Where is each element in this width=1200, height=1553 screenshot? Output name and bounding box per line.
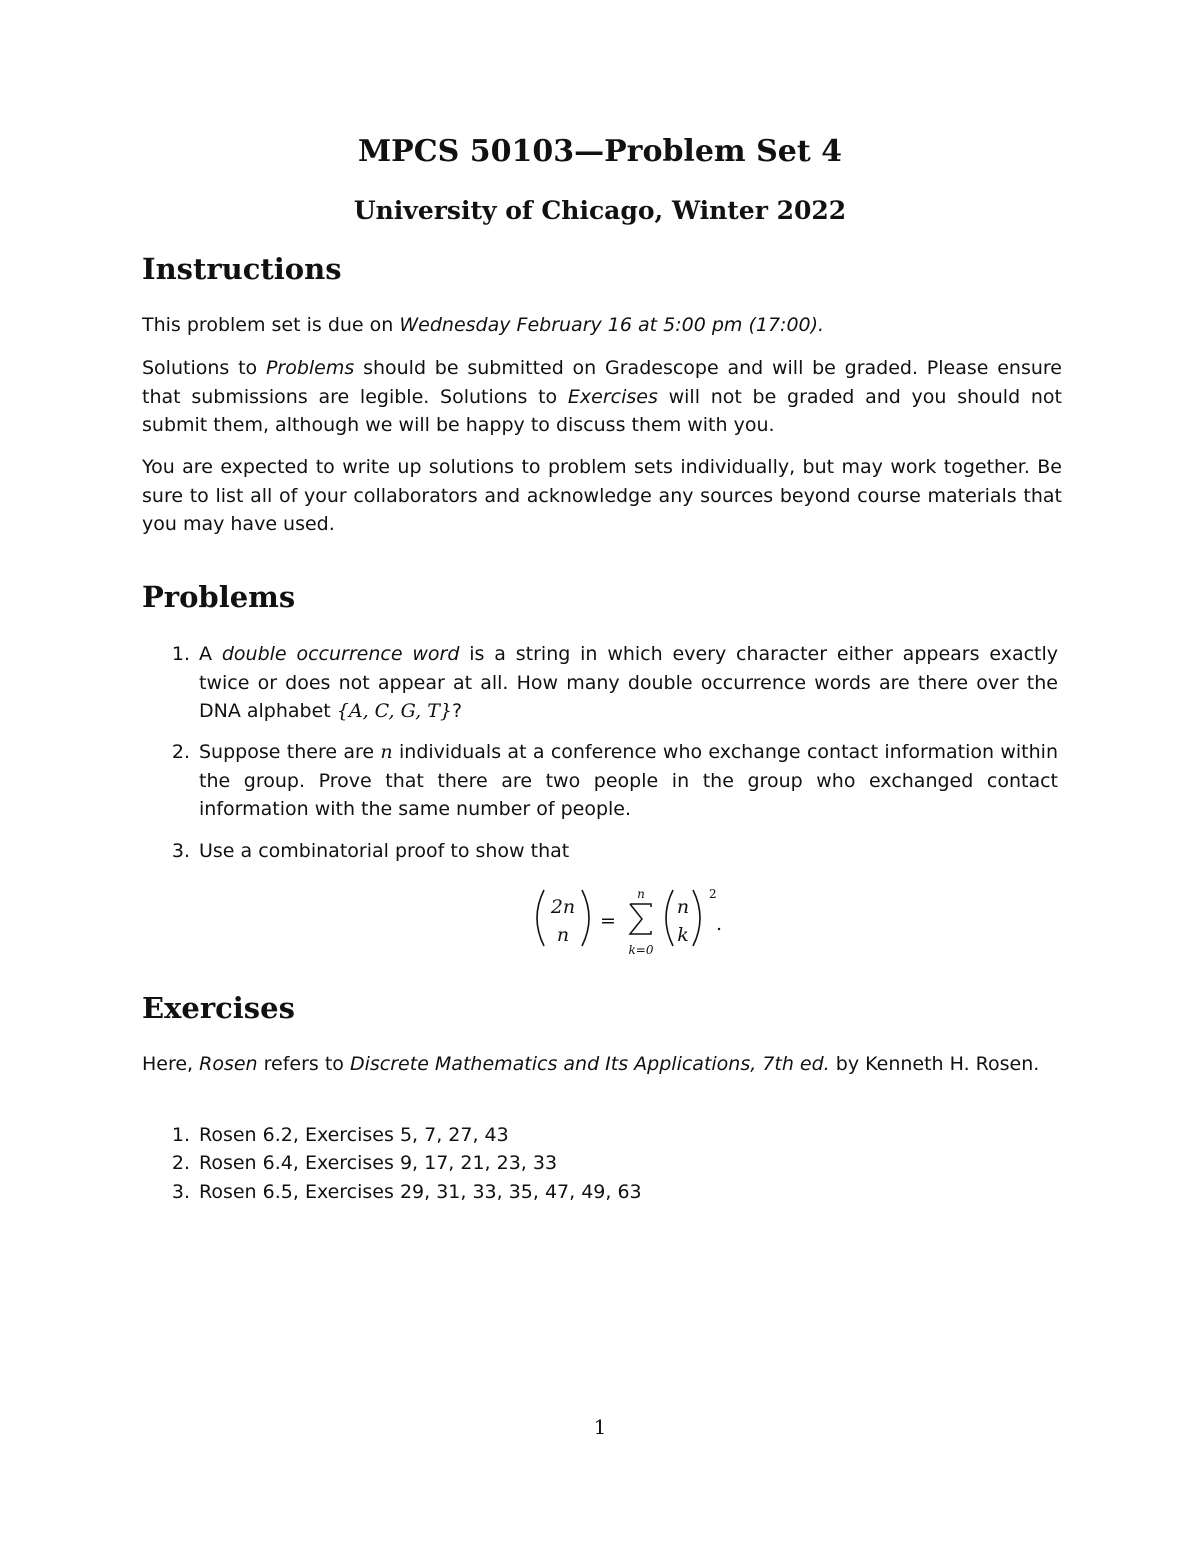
- intro-text-c: by Kenneth H. Rosen.: [829, 1053, 1040, 1075]
- problem-number: 2.: [171, 741, 190, 763]
- problem-text: [199, 738, 1058, 824]
- exercise-item-1: [142, 1121, 1062, 1150]
- exercise-item-2: [142, 1149, 1062, 1178]
- collaboration-paragraph: You are expected to write up solutions to problem sets individually, but may work together. Be sure to list all of your collaborators and acknowledge any sources beyond course materials that you may have used.: [142, 456, 1062, 535]
- rosen-emphasis: Rosen: [199, 1053, 258, 1075]
- problem-item-3: [142, 837, 1062, 867]
- submission-text-a: Solutions to: [142, 357, 266, 379]
- problem-item-2: [142, 738, 1062, 828]
- left-paren: [537, 890, 544, 946]
- due-prefix: This problem set is due on: [142, 314, 400, 336]
- exercise-text: Rosen 6.4, Exercises 9, 17, 21, 23, 33: [199, 1152, 558, 1174]
- exercise-number: 1.: [171, 1124, 190, 1146]
- document-subtitle: University of Chicago, Winter 2022: [353, 196, 847, 225]
- exercises-intro: [142, 1050, 1062, 1079]
- sum-lower-limit: k=0: [628, 943, 654, 957]
- due-date: Wednesday February 16 at 5:00 pm (17:00).: [399, 314, 825, 336]
- lhs-top: 2n: [550, 896, 576, 918]
- exponent: 2: [709, 887, 717, 901]
- due-date-paragraph: [142, 311, 1062, 340]
- page-number: 1: [593, 1415, 607, 1439]
- problem-2-text-a: Suppose there are: [199, 741, 381, 763]
- problem-2-text-b: individuals at a conference who exchange contact information within the group. Prove that there are two people in the group who exchanged contact information with the same number of people.: [199, 741, 1058, 820]
- dna-alphabet-set: {A, C, G, T}: [336, 700, 452, 722]
- intro-text-b: refers to: [257, 1053, 350, 1075]
- sum-upper-limit: n: [637, 887, 645, 901]
- exercise-text: Rosen 6.5, Exercises 29, 31, 33, 35, 47, 49, 63: [199, 1181, 642, 1203]
- submission-text-c: will not be graded and you should not submit them, although we will be happy to discuss them with you.: [142, 385, 1062, 436]
- right-paren: [693, 890, 700, 946]
- exercises-heading: Exercises: [142, 991, 295, 1025]
- equals-sign: =: [600, 910, 616, 932]
- intro-text-a: Here,: [142, 1053, 200, 1075]
- problem-text: Use a combinatorial proof to show that: [199, 840, 570, 862]
- binomial-identity-formula: [520, 884, 780, 964]
- rhs-top: n: [676, 896, 690, 918]
- problem-item-1: [142, 640, 1062, 730]
- problem-number: 1.: [171, 643, 190, 665]
- left-paren: [666, 890, 673, 946]
- rhs-bottom: k: [677, 924, 689, 946]
- problem-1-text-a: A: [199, 643, 222, 665]
- exercise-item-3: [142, 1178, 1062, 1207]
- book-title: Discrete Mathematics and Its Applications, 7th ed.: [349, 1053, 830, 1075]
- exercise-text: Rosen 6.2, Exercises 5, 7, 27, 43: [199, 1124, 509, 1146]
- document-title: MPCS 50103—Problem Set 4: [357, 134, 843, 169]
- problem-number: 3.: [171, 840, 190, 862]
- instructions-heading: Instructions: [142, 252, 342, 286]
- exercise-number: 3.: [171, 1181, 190, 1203]
- exercise-number: 2.: [171, 1152, 190, 1174]
- problems-heading: Problems: [142, 580, 296, 614]
- formula-period: .: [716, 913, 723, 935]
- problems-emphasis: Problems: [265, 357, 355, 379]
- problem-1-text-c: ?: [451, 700, 463, 722]
- lhs-bottom: n: [556, 924, 570, 946]
- sigma-icon: [630, 904, 651, 934]
- problem-1-text-b: is a string in which every character either appears exactly twice or does not appear at all. How many double occurrence words are there over the DNA alphabet: [199, 643, 1059, 722]
- problem-1-emphasis: double occurrence word: [221, 643, 460, 665]
- problem-text: [199, 640, 1058, 726]
- exercises-emphasis: Exercises: [567, 385, 658, 408]
- submission-paragraph: [142, 354, 1062, 440]
- right-paren: [582, 890, 589, 946]
- submission-text-b: should be submitted on Gradescope and will be graded. Please ensure that submissions are legible. Solutions to: [142, 357, 1063, 408]
- variable-n: n: [380, 741, 393, 763]
